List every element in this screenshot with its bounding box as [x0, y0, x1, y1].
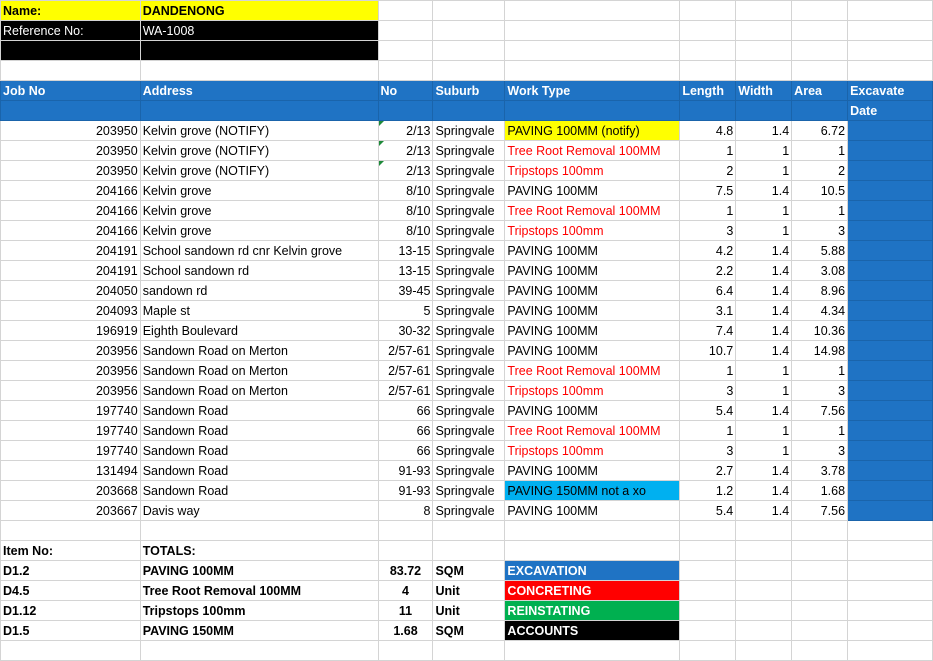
legend-reinstating[interactable]: REINSTATING [505, 601, 680, 621]
cell-job-no[interactable]: 203956 [1, 361, 141, 381]
header-address[interactable]: Address [140, 81, 378, 101]
table-row [1, 341, 933, 361]
cell-suburb[interactable]: Springvale [433, 481, 505, 501]
cell-no[interactable]: 39-45 [378, 281, 433, 301]
cell-address[interactable]: Sandown Road on Merton [140, 341, 378, 361]
cell-job-no[interactable]: 204191 [1, 241, 141, 261]
cell-work-type[interactable]: Tree Root Removal 100MM [505, 421, 680, 441]
cell-area[interactable]: 6.72 [792, 121, 848, 141]
cell-work-type[interactable]: Tripstops 100mm [505, 161, 680, 181]
cell-area[interactable]: 3 [792, 221, 848, 241]
item-no-label[interactable]: Item No: [1, 541, 141, 561]
cell-suburb[interactable]: Springvale [433, 121, 505, 141]
cell-length[interactable]: 3 [680, 441, 736, 461]
cell-address[interactable]: Sandown Road [140, 441, 378, 461]
total-description[interactable]: Tripstops 100mm [140, 601, 378, 621]
cell-area[interactable]: 1.68 [792, 481, 848, 501]
cell-job-no[interactable]: 204050 [1, 281, 141, 301]
cell-address[interactable]: School sandown rd cnr Kelvin grove [140, 241, 378, 261]
cell-length[interactable]: 7.4 [680, 321, 736, 341]
cell-address[interactable]: School sandown rd [140, 261, 378, 281]
cell-length[interactable]: 1 [680, 421, 736, 441]
cell-job-no[interactable]: 203956 [1, 381, 141, 401]
cell-excavate-date[interactable] [848, 161, 933, 181]
cell-job-no[interactable]: 131494 [1, 461, 141, 481]
cell-address[interactable]: Sandown Road [140, 421, 378, 441]
total-item-no[interactable]: D1.5 [1, 621, 141, 641]
cell-area[interactable]: 3 [792, 441, 848, 461]
cell-work-type[interactable]: Tripstops 100mm [505, 381, 680, 401]
cell-work-type[interactable]: PAVING 100MM [505, 301, 680, 321]
cell-length[interactable]: 2.7 [680, 461, 736, 481]
cell-width[interactable]: 1.4 [736, 261, 792, 281]
cell-excavate-date[interactable] [848, 241, 933, 261]
total-description[interactable]: PAVING 150MM [140, 621, 378, 641]
cell-length[interactable]: 1.2 [680, 481, 736, 501]
cell-length[interactable]: 10.7 [680, 341, 736, 361]
table-row [1, 441, 933, 461]
total-item-no[interactable]: D1.2 [1, 561, 141, 581]
cell-area[interactable]: 4.34 [792, 301, 848, 321]
cell-job-no[interactable]: 197740 [1, 421, 141, 441]
cell-width[interactable]: 1 [736, 441, 792, 461]
cell-job-no[interactable]: 203950 [1, 121, 141, 141]
cell-address[interactable]: Kelvin grove (NOTIFY) [140, 161, 378, 181]
cell-length[interactable]: 1 [680, 361, 736, 381]
cell-excavate-date[interactable] [848, 421, 933, 441]
cell-no[interactable]: 2/57-61 [378, 361, 433, 381]
cell-length[interactable]: 1 [680, 141, 736, 161]
cell-suburb[interactable]: Springvale [433, 421, 505, 441]
cell-suburb[interactable]: Springvale [433, 321, 505, 341]
cell-excavate-date[interactable] [848, 321, 933, 341]
totals-header-row [1, 541, 933, 561]
cell-area[interactable]: 3.08 [792, 261, 848, 281]
cell-no[interactable]: 8/10 [378, 221, 433, 241]
cell-job-no[interactable]: 196919 [1, 321, 141, 341]
cell-suburb[interactable]: Springvale [433, 241, 505, 261]
cell-length[interactable]: 2.2 [680, 261, 736, 281]
cell-address[interactable]: Kelvin grove [140, 181, 378, 201]
cell-excavate-date[interactable] [848, 301, 933, 321]
cell-width[interactable]: 1 [736, 361, 792, 381]
total-unit[interactable]: SQM [433, 561, 505, 581]
cell-no[interactable]: 2/13 [378, 161, 433, 181]
totals-row [1, 601, 933, 621]
cell-no[interactable]: 2/57-61 [378, 381, 433, 401]
cell-width[interactable]: 1.4 [736, 401, 792, 421]
table-row [1, 421, 933, 441]
cell-suburb[interactable]: Springvale [433, 141, 505, 161]
cell-area[interactable]: 7.56 [792, 401, 848, 421]
cell-no[interactable]: 66 [378, 441, 433, 461]
cell-address[interactable]: Davis way [140, 501, 378, 521]
cell-width[interactable]: 1 [736, 201, 792, 221]
cell-area[interactable]: 1 [792, 361, 848, 381]
total-quantity[interactable]: 4 [378, 581, 433, 601]
cell-work-type[interactable]: Tree Root Removal 100MM [505, 361, 680, 381]
cell-suburb[interactable]: Springvale [433, 161, 505, 181]
cell-suburb[interactable]: Springvale [433, 281, 505, 301]
cell-suburb[interactable]: Springvale [433, 301, 505, 321]
cell-work-type[interactable]: PAVING 100MM [505, 341, 680, 361]
cell-work-type[interactable]: Tripstops 100mm [505, 221, 680, 241]
cell-width[interactable]: 1 [736, 161, 792, 181]
name-label[interactable]: Name: [1, 1, 141, 21]
reference-row-2 [1, 41, 933, 61]
cell-address[interactable]: Sandown Road [140, 481, 378, 501]
header-width[interactable]: Width [736, 81, 792, 101]
reference-value[interactable]: WA-1008 [140, 21, 378, 41]
cell-address[interactable]: Kelvin grove (NOTIFY) [140, 141, 378, 161]
cell-width[interactable]: 1 [736, 221, 792, 241]
cell-no[interactable]: 8/10 [378, 201, 433, 221]
table-row [1, 201, 933, 221]
legend-concreting[interactable]: CONCRETING [505, 581, 680, 601]
table-row [1, 241, 933, 261]
cell-excavate-date[interactable] [848, 501, 933, 521]
cell-area[interactable]: 2 [792, 161, 848, 181]
cell-no[interactable]: 30-32 [378, 321, 433, 341]
table-row [1, 121, 933, 141]
cell-width[interactable]: 1.4 [736, 121, 792, 141]
totals-row [1, 621, 933, 641]
cell-suburb[interactable]: Springvale [433, 401, 505, 421]
cell-length[interactable]: 7.5 [680, 181, 736, 201]
header-no[interactable]: No [378, 81, 433, 101]
cell-address[interactable]: Maple st [140, 301, 378, 321]
cell-work-type[interactable]: PAVING 100MM [505, 501, 680, 521]
cell-area[interactable]: 14.98 [792, 341, 848, 361]
cell-suburb[interactable]: Springvale [433, 381, 505, 401]
column-header-row-2 [1, 101, 933, 121]
cell-work-type[interactable]: PAVING 150MM not a xo [505, 481, 680, 501]
cell-address[interactable]: Sandown Road [140, 461, 378, 481]
total-item-no[interactable]: D4.5 [1, 581, 141, 601]
cell-address[interactable]: Sandown Road [140, 401, 378, 421]
cell-job-no[interactable]: 203950 [1, 161, 141, 181]
cell-work-type[interactable]: Tree Root Removal 100MM [505, 141, 680, 161]
name-value[interactable]: DANDENONG [140, 1, 378, 21]
cell-work-type[interactable]: Tree Root Removal 100MM [505, 201, 680, 221]
header-job-no[interactable]: Job No [1, 81, 141, 101]
cell-length[interactable]: 4.2 [680, 241, 736, 261]
cell-area[interactable]: 3 [792, 381, 848, 401]
cell-job-no[interactable]: 204166 [1, 221, 141, 241]
table-row [1, 141, 933, 161]
cell-job-no[interactable]: 197740 [1, 401, 141, 421]
cell-width[interactable]: 1 [736, 421, 792, 441]
cell-no[interactable]: 66 [378, 401, 433, 421]
cell-no[interactable]: 66 [378, 421, 433, 441]
cell-work-type[interactable]: PAVING 100MM [505, 321, 680, 341]
cell-length[interactable]: 3 [680, 381, 736, 401]
cell-work-type[interactable]: PAVING 100MM [505, 281, 680, 301]
cell-address[interactable]: Kelvin grove [140, 221, 378, 241]
reference-row [1, 21, 933, 41]
totals-row [1, 581, 933, 601]
cell-length[interactable]: 2 [680, 161, 736, 181]
cell-address[interactable]: sandown rd [140, 281, 378, 301]
cell-work-type[interactable]: PAVING 100MM [505, 241, 680, 261]
cell-width[interactable]: 1.4 [736, 301, 792, 321]
cell-width[interactable]: 1.4 [736, 501, 792, 521]
header-date[interactable]: Date [848, 101, 933, 121]
table-row [1, 181, 933, 201]
cell-width[interactable]: 1.4 [736, 481, 792, 501]
total-description[interactable]: Tree Root Removal 100MM [140, 581, 378, 601]
cell-no[interactable]: 2/13 [378, 141, 433, 161]
cell-job-no[interactable]: 204166 [1, 201, 141, 221]
cell-excavate-date[interactable] [848, 121, 933, 141]
cell-job-no[interactable]: 197740 [1, 441, 141, 461]
cell-excavate-date[interactable] [848, 201, 933, 221]
cell-work-type[interactable]: PAVING 100MM (notify) [505, 121, 680, 141]
cell-area[interactable]: 8.96 [792, 281, 848, 301]
table-row [1, 261, 933, 281]
cell-no[interactable]: 13-15 [378, 241, 433, 261]
cell-excavate-date[interactable] [848, 261, 933, 281]
column-header-row [1, 81, 933, 101]
header-excavate[interactable]: Excavate [848, 81, 933, 101]
cell-suburb[interactable]: Springvale [433, 461, 505, 481]
cell-area[interactable]: 3.78 [792, 461, 848, 481]
reference-label[interactable]: Reference No: [1, 21, 141, 41]
cell-job-no[interactable]: 204191 [1, 261, 141, 281]
table-row [1, 321, 933, 341]
cell-area[interactable]: 1 [792, 201, 848, 221]
cell-no[interactable]: 8 [378, 501, 433, 521]
table-row [1, 221, 933, 241]
total-item-no[interactable]: D1.12 [1, 601, 141, 621]
cell-address[interactable]: Kelvin grove [140, 201, 378, 221]
total-unit[interactable]: SQM [433, 621, 505, 641]
cell-job-no[interactable]: 204166 [1, 181, 141, 201]
cell-job-no[interactable]: 203956 [1, 341, 141, 361]
table-row [1, 161, 933, 181]
cell-area[interactable]: 5.88 [792, 241, 848, 261]
cell-length[interactable]: 4.8 [680, 121, 736, 141]
cell-excavate-date[interactable] [848, 441, 933, 461]
cell-excavate-date[interactable] [848, 341, 933, 361]
cell-excavate-date[interactable] [848, 381, 933, 401]
cell-width[interactable]: 1.4 [736, 341, 792, 361]
cell-work-type[interactable]: PAVING 100MM [505, 181, 680, 201]
cell-address[interactable]: Eighth Boulevard [140, 321, 378, 341]
cell-excavate-date[interactable] [848, 221, 933, 241]
cell-area[interactable]: 1 [792, 141, 848, 161]
cell-excavate-date[interactable] [848, 141, 933, 161]
empty-row [1, 521, 933, 541]
cell-excavate-date[interactable] [848, 361, 933, 381]
cell-no[interactable]: 8/10 [378, 181, 433, 201]
cell-length[interactable]: 3.1 [680, 301, 736, 321]
total-unit[interactable]: Unit [433, 581, 505, 601]
empty-row [1, 61, 933, 81]
cell-work-type[interactable]: PAVING 100MM [505, 261, 680, 281]
header-length[interactable]: Length [680, 81, 736, 101]
cell-no[interactable]: 5 [378, 301, 433, 321]
cell-width[interactable]: 1 [736, 381, 792, 401]
cell-no[interactable]: 91-93 [378, 481, 433, 501]
cell-job-no[interactable]: 203667 [1, 501, 141, 521]
cell-length[interactable]: 5.4 [680, 501, 736, 521]
cell-area[interactable]: 10.36 [792, 321, 848, 341]
cell-width[interactable]: 1 [736, 141, 792, 161]
cell-excavate-date[interactable] [848, 281, 933, 301]
cell-width[interactable]: 1.4 [736, 321, 792, 341]
cell-width[interactable]: 1.4 [736, 281, 792, 301]
table-row [1, 461, 933, 481]
name-row [1, 1, 933, 21]
cell-excavate-date[interactable] [848, 401, 933, 421]
cell-excavate-date[interactable] [848, 181, 933, 201]
cell-job-no[interactable]: 203950 [1, 141, 141, 161]
cell-area[interactable]: 1 [792, 421, 848, 441]
cell-width[interactable]: 1.4 [736, 241, 792, 261]
cell-area[interactable]: 10.5 [792, 181, 848, 201]
table-row [1, 501, 933, 521]
table-row [1, 301, 933, 321]
cell-address[interactable]: Sandown Road on Merton [140, 381, 378, 401]
table-row [1, 401, 933, 421]
table-row [1, 361, 933, 381]
totals-label[interactable]: TOTALS: [140, 541, 378, 561]
cell-address[interactable]: Kelvin grove (NOTIFY) [140, 121, 378, 141]
header-work-type[interactable]: Work Type [505, 81, 680, 101]
cell-suburb[interactable]: Springvale [433, 341, 505, 361]
cell-work-type[interactable]: PAVING 100MM [505, 461, 680, 481]
header-suburb[interactable]: Suburb [433, 81, 505, 101]
table-row [1, 381, 933, 401]
empty-row [1, 641, 933, 661]
cell-suburb[interactable]: Springvale [433, 361, 505, 381]
total-quantity[interactable]: 11 [378, 601, 433, 621]
total-quantity[interactable]: 83.72 [378, 561, 433, 581]
cell-no[interactable]: 2/57-61 [378, 341, 433, 361]
cell-work-type[interactable]: PAVING 100MM [505, 401, 680, 421]
cell-excavate-date[interactable] [848, 481, 933, 501]
totals-row [1, 561, 933, 581]
cell-width[interactable]: 1.4 [736, 181, 792, 201]
cell-area[interactable]: 7.56 [792, 501, 848, 521]
cell-job-no[interactable]: 203668 [1, 481, 141, 501]
cell-suburb[interactable]: Springvale [433, 201, 505, 221]
cell-no[interactable]: 91-93 [378, 461, 433, 481]
cell-length[interactable]: 5.4 [680, 401, 736, 421]
cell-excavate-date[interactable] [848, 461, 933, 481]
cell-address[interactable]: Sandown Road on Merton [140, 361, 378, 381]
cell-length[interactable]: 1 [680, 201, 736, 221]
legend-accounts[interactable]: ACCOUNTS [505, 621, 680, 641]
cell-no[interactable]: 2/13 [378, 121, 433, 141]
cell-suburb[interactable]: Springvale [433, 221, 505, 241]
header-area[interactable]: Area [792, 81, 848, 101]
cell-width[interactable]: 1.4 [736, 461, 792, 481]
cell-suburb[interactable]: Springvale [433, 261, 505, 281]
table-row [1, 281, 933, 301]
cell-length[interactable]: 6.4 [680, 281, 736, 301]
cell-suburb[interactable]: Springvale [433, 501, 505, 521]
total-quantity[interactable]: 1.68 [378, 621, 433, 641]
cell-work-type[interactable]: Tripstops 100mm [505, 441, 680, 461]
cell-job-no[interactable]: 204093 [1, 301, 141, 321]
total-description[interactable]: PAVING 100MM [140, 561, 378, 581]
cell-length[interactable]: 3 [680, 221, 736, 241]
cell-suburb[interactable]: Springvale [433, 441, 505, 461]
table-row [1, 481, 933, 501]
cell-suburb[interactable]: Springvale [433, 181, 505, 201]
cell-no[interactable]: 13-15 [378, 261, 433, 281]
legend-excavation[interactable]: EXCAVATION [505, 561, 680, 581]
total-unit[interactable]: Unit [433, 601, 505, 621]
